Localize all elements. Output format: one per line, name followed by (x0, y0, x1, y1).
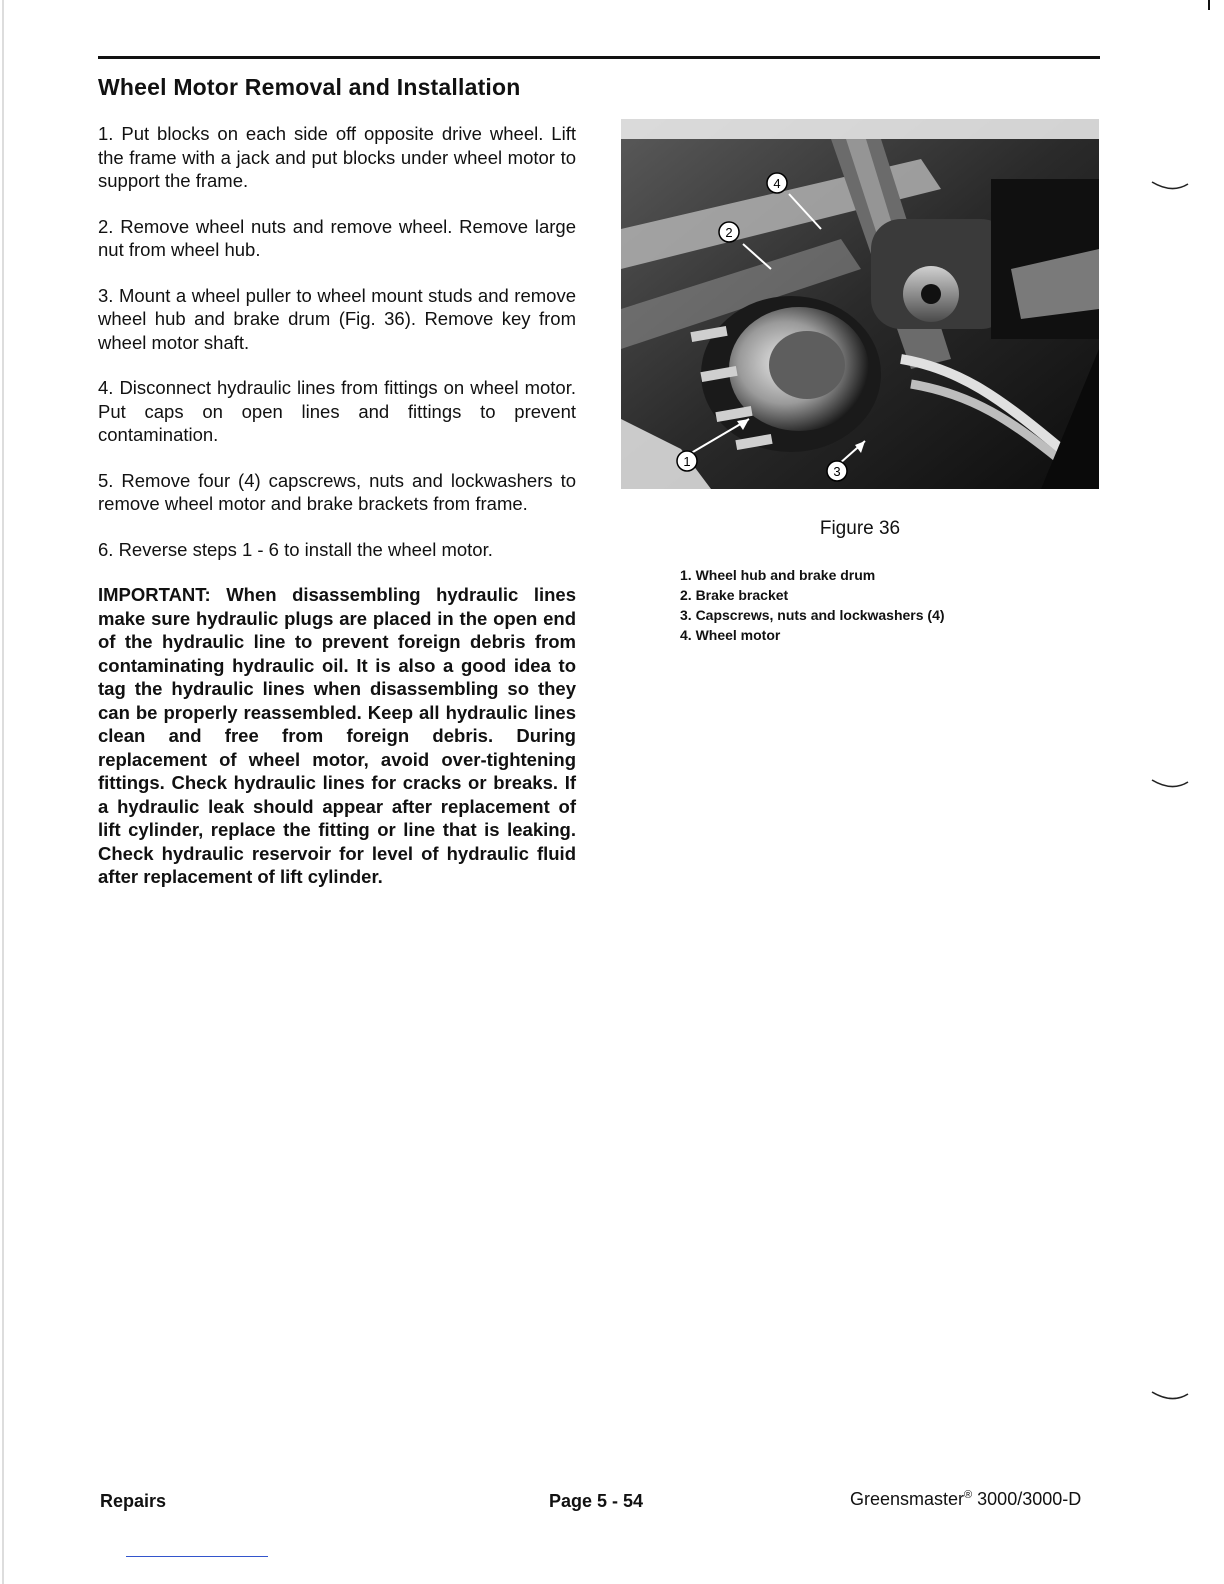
step-3: 3. Mount a wheel puller to wheel mount studs and remove wheel hub and brake drum (Fig. 36). Remove key from wheel motor shaft. (98, 284, 576, 353)
callout-3 (827, 461, 847, 481)
important-note: IMPORTANT: When disassembling hydraulic lines make sure hydraulic plugs are placed in the open end of the hydraulic line to prevent foreign debris from contaminating hydraulic oil. It is also a good idea to tag the hydraulic lines when disassembling so they can be properly reassembled. Keep all hydraulic lines clean and free from foreign debris. During replacement of wheel motor, avoid over-tightening fittings. Check hydraulic lines for cracks or breaks. If a hydraulic leak should appear after replacement of lift cylinder, replace the fitting or line that is leaking. Check hydraulic reservoir for level of hydraulic fluid after replacement of lift cylinder. (98, 584, 576, 887)
svg-text:3: 3 (833, 464, 841, 479)
footer-section: Repairs (100, 1491, 167, 1511)
step-1: 1. Put blocks on each side off opposite drive wheel. Lift the frame with a jack and put blocks under wheel motor to support the frame. (98, 123, 576, 191)
binder-hole-mark (1150, 776, 1194, 796)
footer-page-number: Page 5 - 54 (549, 1491, 644, 1511)
step-6: 6. Reverse steps 1 - 6 to install the wheel motor. (98, 538, 493, 560)
binder-hole-mark (1150, 178, 1194, 198)
legend-item: 4. Wheel motor (680, 627, 781, 643)
step-4: 4. Disconnect hydraulic lines from fittings on wheel motor. Put caps on open lines and fittings to prevent contamination. (98, 377, 576, 445)
svg-text:2: 2 (725, 225, 733, 240)
svg-text:1: 1 (683, 454, 691, 469)
product-model: 3000/3000-D (972, 1489, 1082, 1509)
callout-1 (677, 451, 697, 471)
callout-2 (719, 222, 739, 242)
top-rule (98, 56, 1100, 59)
legend-item: 2. Brake bracket (680, 587, 789, 603)
figure-legend (680, 565, 945, 645)
corner-tick (1208, 0, 1210, 10)
wheel-motor-photo (621, 119, 1099, 489)
product-name: Greensmaster (850, 1489, 965, 1509)
registered-mark: ® (964, 1489, 973, 1501)
figure-caption: Figure 36 (819, 518, 901, 539)
page-edge (2, 0, 4, 1584)
binder-hole-mark (1150, 1388, 1194, 1408)
bottom-underline (126, 1556, 268, 1557)
section-title: Wheel Motor Removal and Installation (98, 74, 521, 100)
step-2: 2. Remove wheel nuts and remove wheel. Remove large nut from wheel hub. (98, 215, 576, 260)
legend-item: 1. Wheel hub and brake drum (680, 567, 876, 583)
callout-4 (767, 173, 787, 193)
step-5: 5. Remove four (4) capscrews, nuts and lockwashers to remove wheel motor and brake brackets from frame. (98, 469, 576, 514)
footer-product (850, 1489, 1081, 1510)
svg-text:4: 4 (773, 176, 781, 191)
legend-item: 3. Capscrews, nuts and lockwashers (4) (680, 607, 945, 623)
procedure-steps (98, 122, 576, 889)
